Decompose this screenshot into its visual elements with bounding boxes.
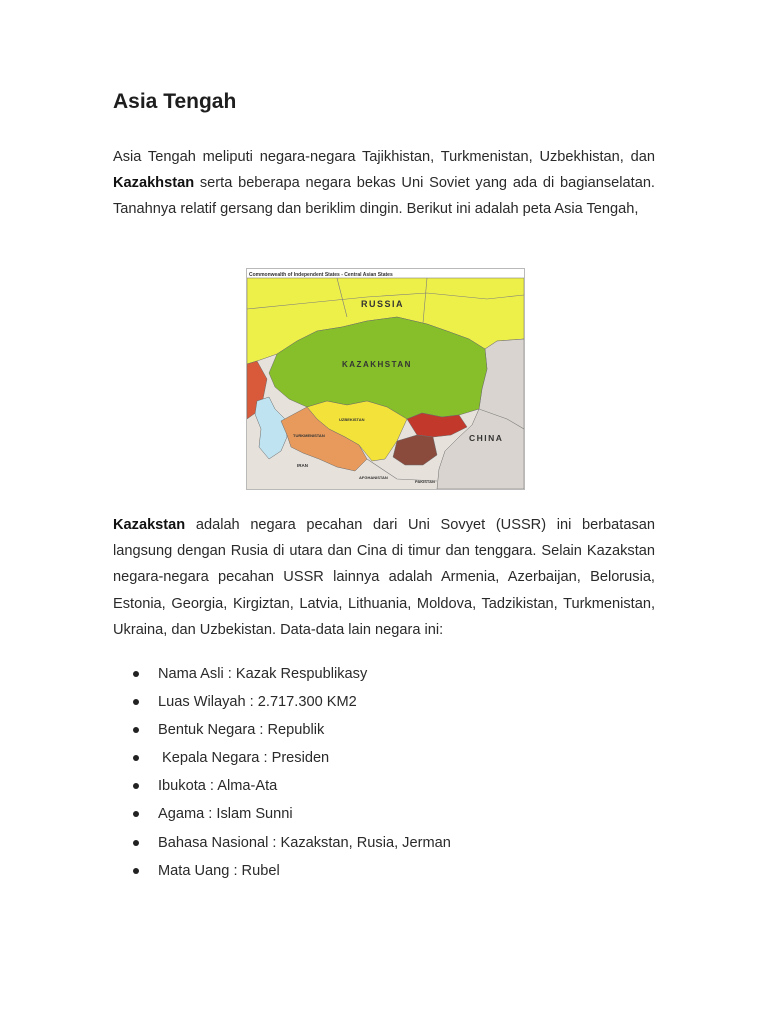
bullet-item [131,688,451,716]
bullet-item [131,744,451,772]
bullet-text: Agama : Islam Sunni [158,806,293,823]
bullet-text: Mata Uang : Rubel [158,862,280,879]
bullet-text: Kepala Negara : Presiden [158,750,330,767]
label-china: CHINA [469,433,504,443]
bullet-dot-icon [133,727,139,733]
bullet-item [131,772,451,800]
map-header: Commonwealth of Independent States - Central Asian States [249,272,393,278]
kazakhstan-paragraph [113,512,655,643]
bullet-text: Bentuk Negara : Republik [158,722,325,739]
bullet-dot-icon [133,811,139,817]
bullet-text: Luas Wilayah : 2.717.300 KM2 [158,694,357,711]
bullet-dot-icon [133,671,139,677]
bullet-text: Nama Asli : Kazak Respublikasy [158,666,368,682]
label-kazakhstan: KAZAKHSTAN [342,360,412,369]
label-russia: RUSSIA [361,299,405,309]
bullet-item [131,800,451,828]
bullet-dot-icon [133,840,139,846]
page-title: Asia Tengah [113,90,237,113]
intro-bold-kazakhstan: Kazakhstan [113,175,195,192]
bullet-dot-icon [133,868,139,874]
label-iran: IRAN [297,463,308,468]
intro-text-2: serta beberapa negara bekas Uni Soviet yang ada di bagianselatan. Tanahnya relatif gersang dan beriklim dingin. Berikut ini adalah peta Asia Tengah, [113,175,655,218]
central-asia-map [246,268,525,490]
bullet-item [131,660,451,688]
bullet-item [131,829,451,857]
bullet-text: Ibukota : Alma-Ata [158,778,278,795]
label-uzbekistan: UZBEKISTAN [339,417,365,422]
label-pakistan: PAKISTAN [415,479,435,484]
map-graphic [247,269,524,489]
kazakhstan-paragraph-text: adalah negara pecahan dari Uni Sovyet (USSR) ini berbatasan langsung dengan Rusia di utara dan Cina di timur dan tenggara. Selain Kazakstan negara-negara pecahan USSR lainnya adalah Armenia, Azerbaijan, Belorusia, Estonia, Georgia, Kirgiztan, Latvia, Lithuania, Moldova, Tadzikistan, Turkmenistan, Ukraina, dan Uzbekistan. Data-data lain negara ini: [113,517,655,638]
bullet-dot-icon [133,755,139,761]
bullet-dot-icon [133,783,139,789]
paragraph-bold-kazakstan: Kazakstan [113,517,186,533]
intro-text-1: Asia Tengah meliputi negara-negara Tajikhistan, Turkmenistan, Uzbekhistan, dan [113,149,655,165]
label-turkmenistan: TURKMENISTAN [293,433,325,438]
bullet-dot-icon [133,699,139,705]
bullet-item [131,716,451,744]
data-bullet-list [131,660,451,885]
bullet-item [131,857,451,885]
intro-paragraph [113,144,655,223]
bullet-text: Bahasa Nasional : Kazakstan, Rusia, Jerman [158,834,451,851]
label-afghanistan: AFGHANISTAN [359,475,388,480]
